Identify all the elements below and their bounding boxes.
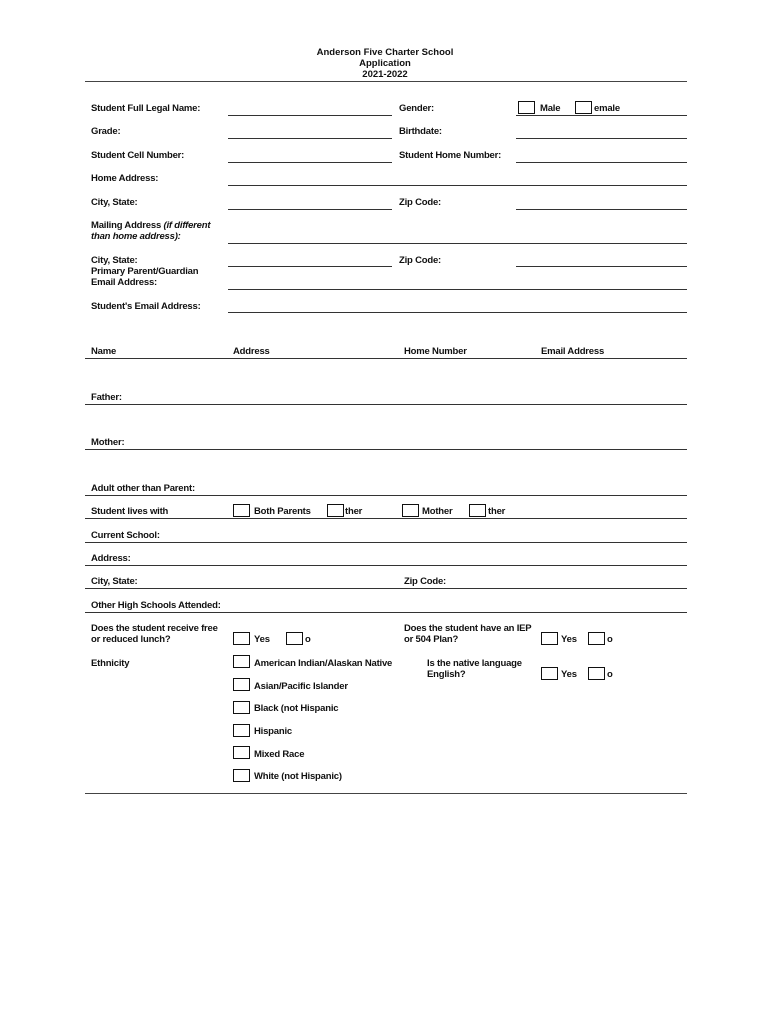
- grade-field[interactable]: [228, 138, 392, 139]
- col-address-header: Address: [233, 346, 270, 357]
- iep-yes-label: Yes: [561, 634, 577, 645]
- adult-row-field[interactable]: [85, 495, 687, 496]
- mailing-zip-label: Zip Code:: [399, 255, 441, 266]
- both-parents-label: Both Parents: [254, 506, 311, 517]
- ethnicity-white-checkbox[interactable]: [233, 769, 250, 782]
- school-address-field[interactable]: [85, 565, 687, 566]
- ethnicity-option-label: Hispanic: [254, 726, 292, 737]
- school-address-label: Address:: [91, 553, 131, 564]
- home-number-field[interactable]: [516, 162, 687, 163]
- female-label: emale: [594, 103, 620, 114]
- full-name-label: Student Full Legal Name:: [91, 103, 201, 114]
- father-row-field[interactable]: [85, 404, 687, 405]
- iep-yes-checkbox[interactable]: [541, 632, 558, 645]
- mother-option-label: Mother: [422, 506, 453, 517]
- ethnicity-option-label: White (not Hispanic): [254, 771, 342, 782]
- parent-email-label-1: Primary Parent/Guardian: [91, 266, 199, 277]
- school-year: 2021-2022: [362, 69, 408, 80]
- header-divider: [85, 81, 687, 82]
- city-state-label: City, State:: [91, 197, 138, 208]
- student-email-field[interactable]: [228, 312, 687, 313]
- lives-other-2-label: ther: [488, 506, 506, 517]
- ethnicity-label: Ethnicity: [91, 658, 130, 669]
- ethnicity-option-label: American Indian/Alaskan Native: [254, 658, 393, 669]
- mother-label: Mother:: [91, 437, 125, 448]
- birthdate-label: Birthdate:: [399, 126, 442, 137]
- language-no-label: o: [607, 669, 613, 680]
- iep-no-label: o: [607, 634, 613, 645]
- table-header-rule: [85, 358, 687, 359]
- full-name-field[interactable]: [228, 115, 392, 116]
- col-email-header: Email Address: [541, 346, 605, 357]
- other-schools-label: Other High Schools Attended:: [91, 600, 221, 611]
- gender-label: Gender:: [399, 103, 435, 114]
- lives-with-rule: [85, 518, 687, 519]
- adult-label: Adult other than Parent:: [91, 483, 195, 494]
- parent-email-label-2: Email Address:: [91, 277, 158, 288]
- lunch-yes-label: Yes: [254, 634, 270, 645]
- mailing-address-note: than home address):: [91, 231, 181, 242]
- lives-other-1-checkbox[interactable]: [327, 504, 344, 517]
- ethnicity-mixed-checkbox[interactable]: [233, 746, 250, 759]
- school-city-state-label: City, State:: [91, 576, 138, 587]
- col-name-header: Name: [91, 346, 117, 357]
- lives-other-2-checkbox[interactable]: [469, 504, 486, 517]
- mailing-address-field[interactable]: [228, 243, 687, 244]
- ethnicity-asian-checkbox[interactable]: [233, 678, 250, 691]
- cell-number-field[interactable]: [228, 162, 392, 163]
- iep-no-checkbox[interactable]: [588, 632, 605, 645]
- ethnicity-hispanic-checkbox[interactable]: [233, 724, 250, 737]
- grade-label: Grade:: [91, 126, 121, 137]
- current-school-label: Current School:: [91, 530, 160, 541]
- mother-checkbox[interactable]: [402, 504, 419, 517]
- student-email-label: Student's Email Address:: [91, 301, 201, 312]
- iep-question-1: Does the student have an IEP: [404, 623, 532, 634]
- birthdate-field[interactable]: [516, 138, 687, 139]
- language-question-2: English?: [427, 669, 466, 680]
- mailing-city-state-label: City, State:: [91, 255, 138, 266]
- document-title: Application: [359, 58, 411, 69]
- iep-question-2: or 504 Plan?: [404, 634, 459, 645]
- lunch-no-checkbox[interactable]: [286, 632, 303, 645]
- ethnicity-option-label: Mixed Race: [254, 749, 305, 760]
- school-city-zip-field[interactable]: [85, 588, 687, 589]
- male-checkbox[interactable]: [518, 101, 535, 114]
- cell-number-label: Student Cell Number:: [91, 150, 185, 161]
- male-label: Male: [540, 103, 561, 114]
- col-home-number-header: Home Number: [404, 346, 467, 357]
- home-address-field[interactable]: [228, 185, 687, 186]
- mother-row-field[interactable]: [85, 449, 687, 450]
- mailing-address-label: Mailing Address (if different: [91, 220, 211, 231]
- zip-code-label: Zip Code:: [399, 197, 441, 208]
- lunch-no-label: o: [305, 634, 311, 645]
- other-schools-field[interactable]: [85, 612, 687, 613]
- language-yes-label: Yes: [561, 669, 577, 680]
- mailing-city-state-field[interactable]: [228, 266, 392, 267]
- current-school-field[interactable]: [85, 542, 687, 543]
- lunch-yes-checkbox[interactable]: [233, 632, 250, 645]
- mailing-zip-field[interactable]: [516, 266, 687, 267]
- city-state-field[interactable]: [228, 209, 392, 210]
- both-parents-checkbox[interactable]: [233, 504, 250, 517]
- language-question-1: Is the native language: [427, 658, 522, 669]
- lives-with-label: Student lives with: [91, 506, 169, 517]
- zip-code-field[interactable]: [516, 209, 687, 210]
- footer-divider: [85, 793, 687, 794]
- lunch-question-2: or reduced lunch?: [91, 634, 171, 645]
- home-number-label: Student Home Number:: [399, 150, 502, 161]
- lunch-question-1: Does the student receive free: [91, 623, 218, 634]
- school-name: Anderson Five Charter School: [316, 47, 454, 58]
- ethnicity-black-checkbox[interactable]: [233, 701, 250, 714]
- school-zip-label: Zip Code:: [404, 576, 446, 587]
- home-address-label: Home Address:: [91, 173, 159, 184]
- language-no-checkbox[interactable]: [588, 667, 605, 680]
- gender-field: [516, 115, 687, 116]
- ethnicity-option-label: Asian/Pacific Islander: [254, 681, 348, 692]
- ethnicity-american-indian-checkbox[interactable]: [233, 655, 250, 668]
- female-checkbox[interactable]: [575, 101, 592, 114]
- ethnicity-option-label: Black (not Hispanic: [254, 703, 339, 714]
- parent-email-field[interactable]: [228, 289, 687, 290]
- lives-other-1-label: ther: [345, 506, 363, 517]
- father-label: Father:: [91, 392, 122, 403]
- language-yes-checkbox[interactable]: [541, 667, 558, 680]
